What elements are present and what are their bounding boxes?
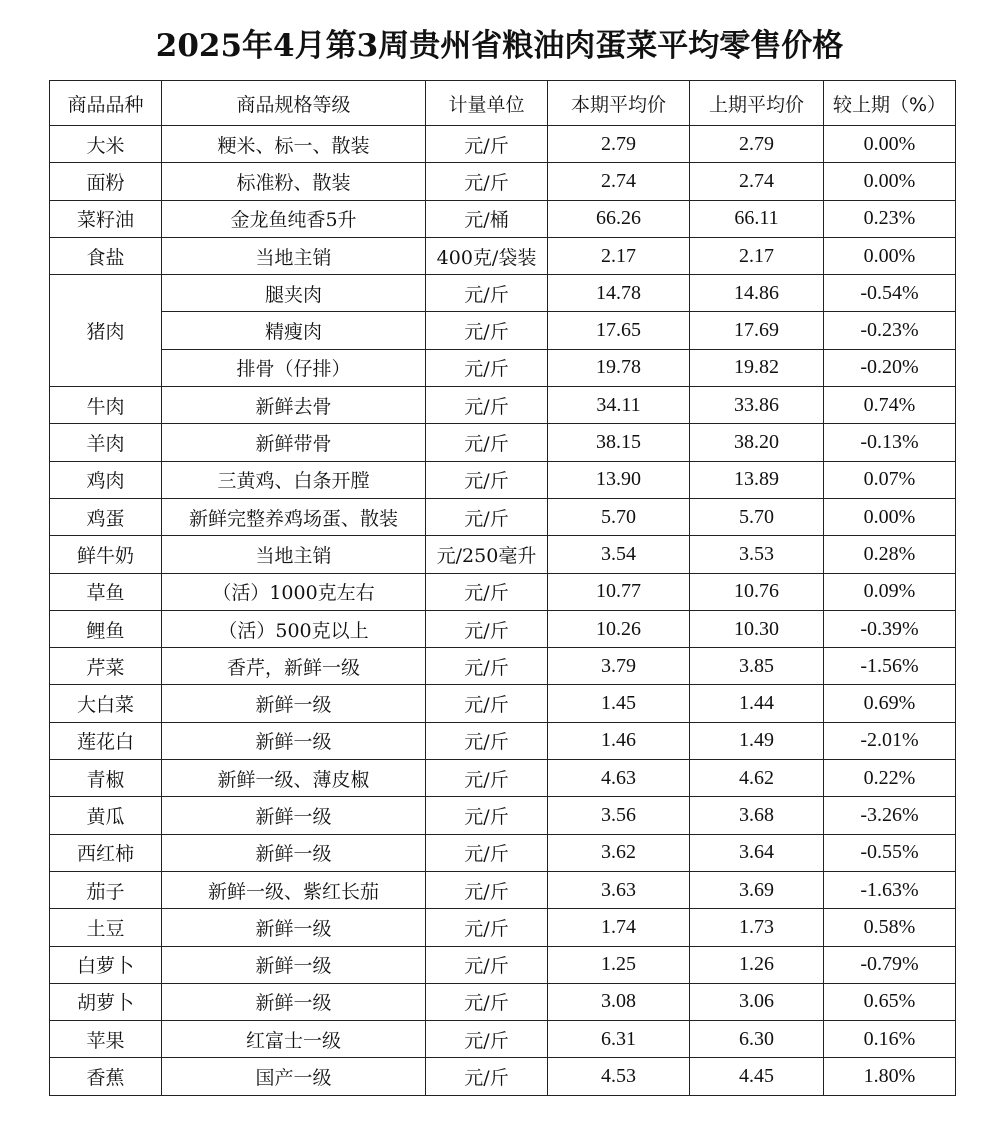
- cell-previous-price: 4.62: [690, 760, 824, 797]
- cell-change: -0.54%: [824, 275, 956, 312]
- cell-product-name: 菜籽油: [50, 200, 162, 237]
- cell-change: 0.00%: [824, 237, 956, 274]
- cell-spec: 新鲜一级: [162, 685, 426, 722]
- header-product: 商品品种: [50, 81, 162, 126]
- cell-unit: 元/斤: [426, 983, 548, 1020]
- cell-change: 0.07%: [824, 461, 956, 498]
- cell-current-price: 19.78: [548, 349, 690, 386]
- cell-change: 0.09%: [824, 573, 956, 610]
- table-row: [50, 498, 956, 535]
- cell-spec: 标准粉、散装: [162, 163, 426, 200]
- cell-product-name: 白萝卜: [50, 946, 162, 983]
- table-row: [50, 424, 956, 461]
- table-row: [50, 536, 956, 573]
- cell-previous-price: 14.86: [690, 275, 824, 312]
- table-row: [50, 461, 956, 498]
- cell-spec: 腿夹肉: [162, 275, 426, 312]
- table-row: [50, 126, 956, 163]
- cell-previous-price: 2.17: [690, 237, 824, 274]
- cell-change: 0.74%: [824, 387, 956, 424]
- cell-unit: 元/斤: [426, 946, 548, 983]
- cell-current-price: 13.90: [548, 461, 690, 498]
- table-row: [50, 349, 956, 386]
- cell-previous-price: 2.79: [690, 126, 824, 163]
- cell-previous-price: 66.11: [690, 200, 824, 237]
- cell-previous-price: 3.64: [690, 834, 824, 871]
- cell-unit: 元/斤: [426, 610, 548, 647]
- cell-previous-price: 3.06: [690, 983, 824, 1020]
- cell-current-price: 3.79: [548, 648, 690, 685]
- cell-spec: 精瘦肉: [162, 312, 426, 349]
- cell-spec: 新鲜一级: [162, 909, 426, 946]
- cell-unit: 元/斤: [426, 163, 548, 200]
- cell-spec: 香芹，新鲜一级: [162, 648, 426, 685]
- cell-product-name: 青椒: [50, 760, 162, 797]
- cell-product-name: 大白菜: [50, 685, 162, 722]
- cell-previous-price: 3.68: [690, 797, 824, 834]
- table-row: [50, 275, 956, 312]
- cell-change: -0.79%: [824, 946, 956, 983]
- cell-unit: 元/斤: [426, 760, 548, 797]
- cell-change: 0.69%: [824, 685, 956, 722]
- cell-spec: （活）500克以上: [162, 610, 426, 647]
- cell-unit: 元/斤: [426, 349, 548, 386]
- cell-current-price: 3.63: [548, 871, 690, 908]
- cell-product-name: 莲花白: [50, 722, 162, 759]
- cell-unit: 元/斤: [426, 573, 548, 610]
- header-current-price: 本期平均价: [548, 81, 690, 126]
- cell-unit: 元/斤: [426, 424, 548, 461]
- cell-unit: 元/250毫升: [426, 536, 548, 573]
- cell-spec: 当地主销: [162, 536, 426, 573]
- cell-current-price: 14.78: [548, 275, 690, 312]
- cell-product-name: 鲤鱼: [50, 610, 162, 647]
- table-row: [50, 834, 956, 871]
- cell-change: 0.65%: [824, 983, 956, 1020]
- cell-change: -1.63%: [824, 871, 956, 908]
- cell-spec: 新鲜带骨: [162, 424, 426, 461]
- cell-previous-price: 19.82: [690, 349, 824, 386]
- table-row: [50, 722, 956, 759]
- cell-unit: 元/斤: [426, 871, 548, 908]
- cell-change: 0.00%: [824, 498, 956, 535]
- cell-spec: 新鲜一级: [162, 946, 426, 983]
- cell-unit: 元/斤: [426, 275, 548, 312]
- cell-product-name: 香蕉: [50, 1058, 162, 1095]
- cell-unit: 元/斤: [426, 498, 548, 535]
- cell-current-price: 2.17: [548, 237, 690, 274]
- cell-spec: 新鲜一级: [162, 834, 426, 871]
- cell-unit: 400克/袋装: [426, 237, 548, 274]
- cell-current-price: 4.53: [548, 1058, 690, 1095]
- table-row: [50, 1021, 956, 1058]
- cell-unit: 元/斤: [426, 834, 548, 871]
- header-spec: 商品规格等级: [162, 81, 426, 126]
- cell-current-price: 34.11: [548, 387, 690, 424]
- cell-change: -0.20%: [824, 349, 956, 386]
- cell-change: -1.56%: [824, 648, 956, 685]
- cell-change: 0.00%: [824, 163, 956, 200]
- cell-previous-price: 2.74: [690, 163, 824, 200]
- table-row: [50, 610, 956, 647]
- cell-product-name: 茄子: [50, 871, 162, 908]
- cell-product-name: 羊肉: [50, 424, 162, 461]
- cell-spec: 新鲜一级、薄皮椒: [162, 760, 426, 797]
- cell-unit: 元/斤: [426, 685, 548, 722]
- cell-previous-price: 38.20: [690, 424, 824, 461]
- header-previous-price: 上期平均价: [690, 81, 824, 126]
- cell-current-price: 10.77: [548, 573, 690, 610]
- cell-product-name: 猪肉: [50, 275, 162, 387]
- cell-product-name: 苹果: [50, 1021, 162, 1058]
- cell-previous-price: 6.30: [690, 1021, 824, 1058]
- cell-product-name: 鸡蛋: [50, 498, 162, 535]
- table-row: [50, 573, 956, 610]
- table-row: [50, 983, 956, 1020]
- table-header: [50, 81, 956, 126]
- cell-previous-price: 13.89: [690, 461, 824, 498]
- cell-change: 0.16%: [824, 1021, 956, 1058]
- cell-current-price: 3.08: [548, 983, 690, 1020]
- table-row: [50, 685, 956, 722]
- cell-current-price: 6.31: [548, 1021, 690, 1058]
- cell-unit: 元/斤: [426, 126, 548, 163]
- table-row: [50, 946, 956, 983]
- cell-spec: 新鲜一级: [162, 722, 426, 759]
- cell-change: 0.22%: [824, 760, 956, 797]
- cell-unit: 元/斤: [426, 461, 548, 498]
- cell-previous-price: 33.86: [690, 387, 824, 424]
- cell-current-price: 1.46: [548, 722, 690, 759]
- table-row: [50, 237, 956, 274]
- cell-current-price: 3.56: [548, 797, 690, 834]
- cell-product-name: 牛肉: [50, 387, 162, 424]
- table-row: [50, 909, 956, 946]
- cell-previous-price: 10.76: [690, 573, 824, 610]
- table-row: [50, 163, 956, 200]
- cell-current-price: 10.26: [548, 610, 690, 647]
- cell-current-price: 1.25: [548, 946, 690, 983]
- cell-spec: （活）1000克左右: [162, 573, 426, 610]
- cell-spec: 国产一级: [162, 1058, 426, 1095]
- table-row: [50, 871, 956, 908]
- cell-previous-price: 5.70: [690, 498, 824, 535]
- cell-product-name: 鸡肉: [50, 461, 162, 498]
- table-row: [50, 1058, 956, 1095]
- price-table: [49, 80, 956, 1096]
- cell-product-name: 胡萝卜: [50, 983, 162, 1020]
- cell-current-price: 38.15: [548, 424, 690, 461]
- cell-current-price: 1.74: [548, 909, 690, 946]
- table-row: [50, 200, 956, 237]
- cell-change: -0.55%: [824, 834, 956, 871]
- cell-current-price: 3.62: [548, 834, 690, 871]
- cell-spec: 红富士一级: [162, 1021, 426, 1058]
- cell-current-price: 4.63: [548, 760, 690, 797]
- cell-change: 0.23%: [824, 200, 956, 237]
- cell-current-price: 2.79: [548, 126, 690, 163]
- header-row: [50, 81, 956, 126]
- cell-current-price: 66.26: [548, 200, 690, 237]
- cell-product-name: 面粉: [50, 163, 162, 200]
- header-change: 较上期（%）: [824, 81, 956, 126]
- cell-spec: 新鲜去骨: [162, 387, 426, 424]
- cell-unit: 元/斤: [426, 722, 548, 759]
- cell-spec: 当地主销: [162, 237, 426, 274]
- cell-spec: 新鲜完整养鸡场蛋、散装: [162, 498, 426, 535]
- cell-current-price: 2.74: [548, 163, 690, 200]
- cell-previous-price: 3.53: [690, 536, 824, 573]
- cell-product-name: 草鱼: [50, 573, 162, 610]
- cell-unit: 元/斤: [426, 312, 548, 349]
- cell-unit: 元/斤: [426, 909, 548, 946]
- cell-spec: 三黄鸡、白条开膛: [162, 461, 426, 498]
- cell-spec: 新鲜一级: [162, 797, 426, 834]
- table-row: [50, 797, 956, 834]
- cell-change: -0.39%: [824, 610, 956, 647]
- cell-current-price: 3.54: [548, 536, 690, 573]
- table-body: [50, 126, 956, 1096]
- cell-previous-price: 4.45: [690, 1058, 824, 1095]
- cell-previous-price: 1.44: [690, 685, 824, 722]
- cell-change: 1.80%: [824, 1058, 956, 1095]
- cell-change: -3.26%: [824, 797, 956, 834]
- cell-unit: 元/斤: [426, 797, 548, 834]
- cell-current-price: 5.70: [548, 498, 690, 535]
- cell-current-price: 1.45: [548, 685, 690, 722]
- cell-change: 0.00%: [824, 126, 956, 163]
- cell-unit: 元/斤: [426, 1058, 548, 1095]
- cell-product-name: 黄瓜: [50, 797, 162, 834]
- cell-product-name: 大米: [50, 126, 162, 163]
- cell-change: -0.13%: [824, 424, 956, 461]
- cell-change: -2.01%: [824, 722, 956, 759]
- cell-current-price: 17.65: [548, 312, 690, 349]
- cell-spec: 排骨（仔排）: [162, 349, 426, 386]
- cell-spec: 金龙鱼纯香5升: [162, 200, 426, 237]
- cell-change: -0.23%: [824, 312, 956, 349]
- cell-product-name: 土豆: [50, 909, 162, 946]
- cell-previous-price: 3.85: [690, 648, 824, 685]
- cell-spec: 粳米、标一、散装: [162, 126, 426, 163]
- cell-product-name: 西红柿: [50, 834, 162, 871]
- header-unit: 计量单位: [426, 81, 548, 126]
- cell-unit: 元/斤: [426, 387, 548, 424]
- cell-previous-price: 1.26: [690, 946, 824, 983]
- cell-product-name: 食盐: [50, 237, 162, 274]
- cell-previous-price: 17.69: [690, 312, 824, 349]
- cell-change: 0.28%: [824, 536, 956, 573]
- cell-product-name: 鲜牛奶: [50, 536, 162, 573]
- page-title: 2025年4月第3周贵州省粮油肉蛋菜平均零售价格: [155, 28, 844, 64]
- cell-unit: 元/桶: [426, 200, 548, 237]
- cell-spec: 新鲜一级、紫红长茄: [162, 871, 426, 908]
- cell-previous-price: 10.30: [690, 610, 824, 647]
- cell-previous-price: 3.69: [690, 871, 824, 908]
- cell-unit: 元/斤: [426, 648, 548, 685]
- table-row: [50, 760, 956, 797]
- cell-unit: 元/斤: [426, 1021, 548, 1058]
- table-row: [50, 648, 956, 685]
- cell-previous-price: 1.73: [690, 909, 824, 946]
- cell-spec: 新鲜一级: [162, 983, 426, 1020]
- table-row: [50, 312, 956, 349]
- cell-change: 0.58%: [824, 909, 956, 946]
- table-row: [50, 387, 956, 424]
- cell-previous-price: 1.49: [690, 722, 824, 759]
- cell-product-name: 芹菜: [50, 648, 162, 685]
